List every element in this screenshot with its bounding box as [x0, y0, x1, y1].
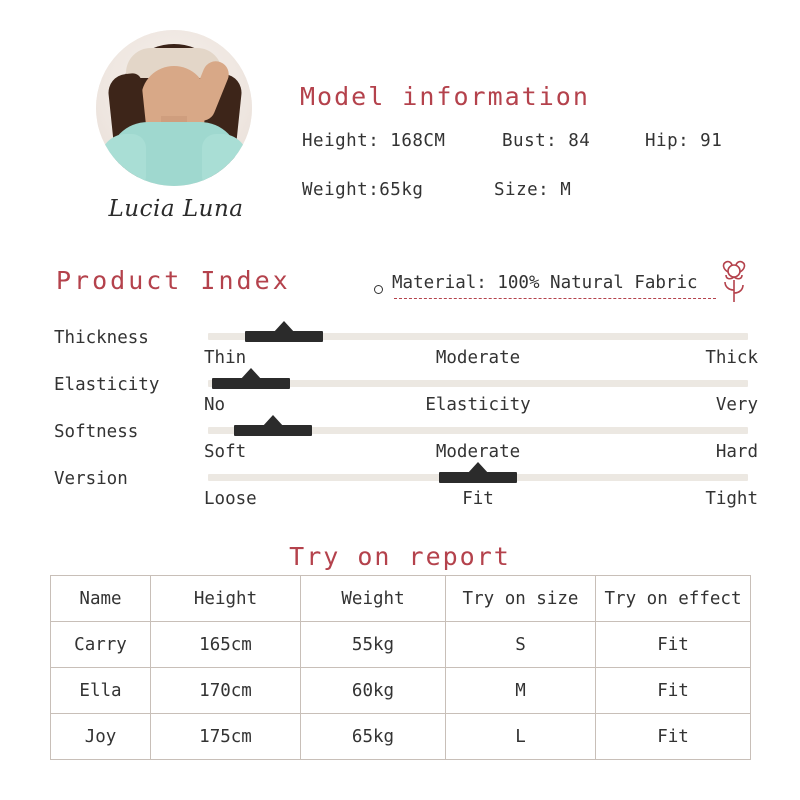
- index-bar-tick-label: Thin: [204, 348, 247, 368]
- index-bar-tick-label: Loose: [204, 489, 257, 509]
- index-row-thickness: [0, 322, 800, 370]
- table-row: [51, 714, 751, 760]
- index-row-elasticity: [0, 369, 800, 417]
- index-bar-tick-label: Fit: [462, 489, 494, 509]
- index-bar-tick-label: Hard: [715, 442, 758, 462]
- index-bar-tick-label: Elasticity: [425, 395, 531, 415]
- index-bar-marker: [273, 321, 295, 333]
- model-height: Height: 168CM: [302, 131, 446, 151]
- index-bar-marker: [262, 415, 284, 427]
- column-header-try-on-effect: Try on effect: [596, 576, 751, 622]
- cell-weight: 60kg: [301, 668, 446, 714]
- index-bar-tick-label: Thick: [705, 348, 758, 368]
- cell-height: 170cm: [151, 668, 301, 714]
- model-information-title: Model information: [300, 82, 590, 111]
- cell-name: Carry: [51, 622, 151, 668]
- model-name: Lucia Luna: [108, 196, 244, 222]
- material-label: Material: 100% Natural Fabric: [392, 273, 698, 293]
- index-bar-tick-label: Tight: [705, 489, 758, 509]
- model-photo: [96, 30, 252, 186]
- table-row: [51, 622, 751, 668]
- cell-size: L: [446, 714, 596, 760]
- index-row-label: Thickness: [54, 328, 149, 348]
- index-row-label: Elasticity: [54, 375, 160, 395]
- index-bar-tick-label: Moderate: [435, 442, 521, 462]
- cell-height: 175cm: [151, 714, 301, 760]
- table-header-row: [51, 576, 751, 622]
- cell-effect: Fit: [596, 622, 751, 668]
- cell-size: M: [446, 668, 596, 714]
- index-bar-ticks: [190, 489, 766, 513]
- index-bar-marker: [467, 462, 489, 474]
- cell-weight: 65kg: [301, 714, 446, 760]
- cell-effect: Fit: [596, 668, 751, 714]
- cell-size: S: [446, 622, 596, 668]
- cell-weight: 55kg: [301, 622, 446, 668]
- cotton-plant-icon: [714, 260, 754, 304]
- index-row-label: Version: [54, 469, 128, 489]
- try-on-report-table: [50, 575, 751, 760]
- model-hip: Hip: 91: [645, 131, 723, 151]
- index-row-version: [0, 463, 800, 511]
- cell-height: 165cm: [151, 622, 301, 668]
- index-row-softness: [0, 416, 800, 464]
- model-size: Size: M: [494, 180, 572, 200]
- material-line: [374, 268, 754, 308]
- column-header-try-on-size: Try on size: [446, 576, 596, 622]
- model-weight: Weight:65kg: [302, 180, 424, 200]
- index-bar-marker: [240, 368, 262, 380]
- column-header-name: Name: [51, 576, 151, 622]
- model-bust: Bust: 84: [502, 131, 591, 151]
- try-on-report-title: Try on report: [289, 542, 511, 571]
- sleeve-left-shape: [100, 134, 146, 186]
- bullet-icon: [374, 285, 383, 294]
- dashed-divider: [394, 298, 716, 299]
- cell-name: Ella: [51, 668, 151, 714]
- model-information-section: [0, 0, 800, 250]
- index-row-label: Softness: [54, 422, 139, 442]
- index-bar-tick-label: Very: [715, 395, 758, 415]
- index-bar-tick-label: Soft: [204, 442, 247, 462]
- column-header-height: Height: [151, 576, 301, 622]
- avatar: [96, 30, 252, 186]
- index-bar-tick-label: No: [204, 395, 226, 415]
- cell-effect: Fit: [596, 714, 751, 760]
- column-header-weight: Weight: [301, 576, 446, 622]
- index-bar-tick-label: Moderate: [435, 348, 521, 368]
- cell-name: Joy: [51, 714, 151, 760]
- product-index-title: Product Index: [56, 266, 291, 295]
- sleeve-right-shape: [202, 134, 248, 186]
- table-row: [51, 668, 751, 714]
